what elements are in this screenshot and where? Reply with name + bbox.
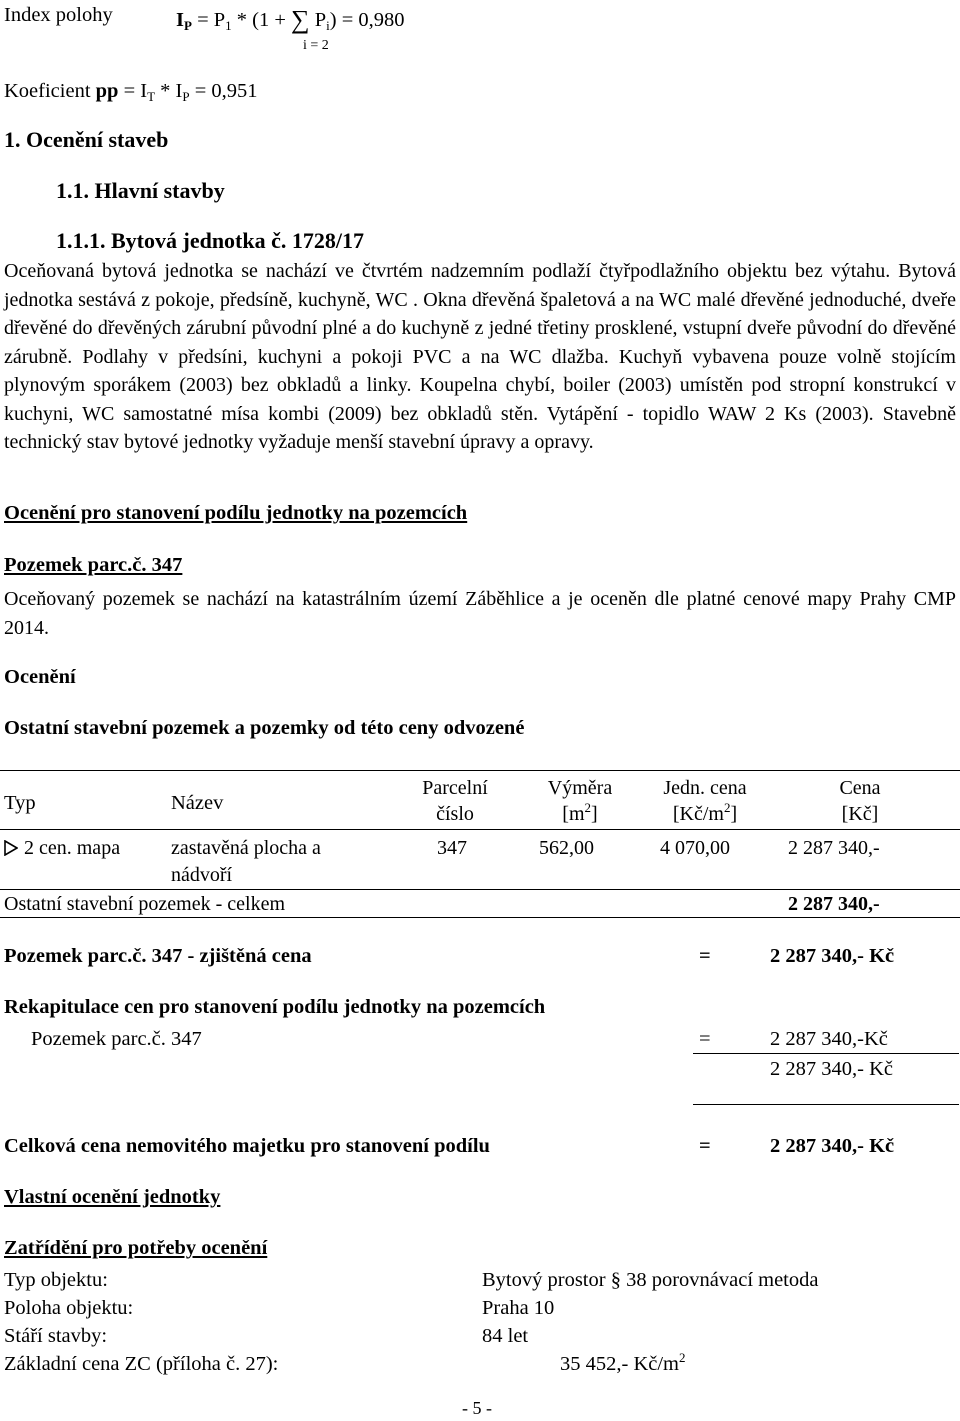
rekapitulace-total-rule — [693, 1104, 959, 1105]
header-line — [525, 801, 635, 827]
heading-1-1-1: 1.1.1. Bytová jednotka č. 1728/17 — [56, 228, 364, 253]
heading-1-1: 1.1. Hlavní stavby — [56, 178, 225, 203]
pozemek-description: Oceňovaný pozemek se nachází na katastrálním území Záběhlice a je oceněn dle platné cenové mapy Prahy CMP 2014. — [4, 588, 956, 639]
rekapitulace-title: Rekapitulace cen pro stanovení podílu jednotky na pozemcích — [4, 996, 546, 1018]
celkova-cena-eq: = — [699, 1135, 711, 1157]
koef-text: * I — [155, 80, 183, 102]
zjistena-cena-eq: = — [699, 945, 711, 967]
table-header-rule — [0, 829, 960, 830]
zatrideni-value: Praha 10 — [482, 1297, 555, 1319]
zakladni-cena-value: 35 452,- Kč/m — [560, 1353, 679, 1375]
koef-pp: pp — [95, 80, 119, 102]
rekapitulace-sum-rule — [693, 1053, 959, 1054]
formula-sub-i: i — [326, 18, 330, 33]
rekapitulace-item-label: Pozemek parc.č. 347 — [31, 1028, 202, 1050]
header-line: [Kč] — [841, 803, 879, 825]
zakladni-cena-sup: 2 — [679, 1350, 686, 1365]
cell-parcelni: 347 — [437, 837, 467, 859]
unit-description: Oceňovaná bytová jednotka se nachází ve čtvrtém nadzemním podlaží čtyřpodlažního objektu bez výtahu. Bytová jednotka sestává z pokoje, předsíně, kuchyně, WC . Okna dřevěná špaletová a na WC malé dřevěné jednoduché, dveře dřevěné do dřevěných zárubní původní plné a do kuchyně z jedné třetiny prosklené, vstupní dveře původní do dřevěné zárubně. Podlahy v předsíni, kuchyni a pokoji PVC a na WC dlažba. Kuchyň vybavena pouze volně stojícím plynovým sporákem (2003) bez obkladů a linky. Koupelna chybí, boiler (2003) umístěn pod stropní konstrukcí v kuchyni, WC samostatné mísa kombi (2009) bez obkladů stěn. Vytápění - topidlo WAW 2 Ks (2003). Stavebně technický stav bytové jednotky vyžaduje menší stavební úpravy a opravy. — [4, 260, 956, 453]
header-part: [Kč/m — [672, 803, 724, 825]
cell-vymera: 562,00 — [539, 837, 594, 859]
index-polohy-formula — [176, 2, 405, 37]
index-polohy-label: Index polohy — [4, 4, 113, 26]
section-title-oceneni-podilu: Ocenění pro stanovení podílu jednotky na pozemcích — [4, 502, 468, 524]
vlastni-oceneni-title: Vlastní ocenění jednotky — [4, 1186, 221, 1208]
koef-sub-t: T — [147, 89, 156, 104]
rekapitulace-item-eq: = — [699, 1028, 711, 1050]
header-sup: 2 — [584, 800, 592, 815]
table-total-value: 2 287 340,- — [788, 893, 880, 915]
col-header-vymera — [525, 775, 635, 827]
koef-text: Koeficient — [4, 80, 96, 102]
header-line: číslo — [436, 803, 474, 825]
header-line: Výměra — [547, 777, 613, 799]
koef-text: = I — [118, 80, 148, 102]
header-line: Parcelní — [422, 777, 488, 799]
oceneni-label: Ocenění — [4, 666, 76, 688]
formula-part: = P — [191, 9, 226, 31]
sigma-symbol: ∑ — [291, 5, 310, 34]
header-line: Cena — [839, 777, 881, 799]
koef-sub-p: P — [182, 89, 190, 104]
ostatni-pozemek-title: Ostatní stavební pozemek a pozemky od této ceny odvozené — [4, 717, 525, 739]
koeficient-pp — [4, 78, 258, 106]
col-header-jedn-cena — [645, 775, 765, 827]
zatrideni-label: Typ objektu: — [4, 1269, 108, 1291]
cell-jedn-cena: 4 070,00 — [660, 837, 730, 859]
cell-typ: 2 cen. mapa — [24, 837, 121, 859]
celkova-cena-value: 2 287 340,- Kč — [770, 1135, 895, 1157]
zatrideni-label: Stáří stavby: — [4, 1325, 108, 1347]
table-bottom-rule — [0, 917, 960, 918]
cell-cena: 2 287 340,- — [788, 837, 880, 859]
heading-1: 1. Ocenění staveb — [4, 127, 169, 152]
table-total-label: Ostatní stavební pozemek - celkem — [4, 893, 286, 915]
header-part: ] — [730, 803, 738, 825]
page-number: - 5 - — [462, 1398, 492, 1418]
header-line: Jedn. cena — [663, 777, 747, 799]
zatrideni-label: Poloha objektu: — [4, 1297, 134, 1319]
header-part: [m — [562, 803, 585, 825]
zatrideni-value: Bytový prostor § 38 porovnávací metoda — [482, 1269, 819, 1291]
zjistena-cena-value: 2 287 340,- Kč — [770, 945, 895, 967]
formula-part: P — [309, 9, 327, 31]
zatrideni-label: Základní cena ZC (příloha č. 27): — [4, 1353, 279, 1375]
formula-sub-1: 1 — [225, 18, 232, 33]
col-header-nazev: Název — [171, 792, 224, 814]
celkova-cena-label: Celková cena nemovitého majetku pro stanovení podílu — [4, 1135, 490, 1157]
rekapitulace-item-value: 2 287 340,-Kč — [770, 1028, 888, 1050]
koef-text: = 0,951 — [189, 80, 258, 102]
header-sup: 2 — [723, 800, 731, 815]
sum-index: i = 2 — [303, 38, 329, 53]
header-part: ] — [591, 803, 598, 825]
rekapitulace-sum-value: 2 287 340,- Kč — [770, 1058, 893, 1080]
cell-nazev-2: nádvoří — [171, 864, 233, 886]
formula-part: * (1 + — [231, 9, 292, 31]
col-header-typ: Typ — [4, 792, 36, 814]
zatrideni-title: Zatřídění pro potřeby ocenění — [4, 1237, 268, 1259]
col-header-parcelni — [400, 775, 510, 827]
table-top-rule — [0, 770, 960, 771]
zjistena-cena-label: Pozemek parc.č. 347 - zjištěná cena — [4, 945, 312, 967]
formula-sub-p: P — [183, 18, 192, 33]
formula-i: I — [176, 9, 184, 31]
zatrideni-value: 84 let — [482, 1325, 529, 1347]
col-header-cena — [800, 775, 920, 827]
cell-nazev-1: zastavěná plocha a — [171, 837, 321, 859]
arrow-bullet-icon — [4, 840, 18, 856]
zatrideni-value — [560, 1351, 686, 1379]
table-row-rule — [0, 889, 960, 890]
header-line — [645, 801, 765, 827]
table-row-bullet-typ — [4, 835, 120, 862]
section-title-pozemek: Pozemek parc.č. 347 — [4, 554, 183, 576]
formula-part: ) = 0,980 — [329, 9, 405, 31]
